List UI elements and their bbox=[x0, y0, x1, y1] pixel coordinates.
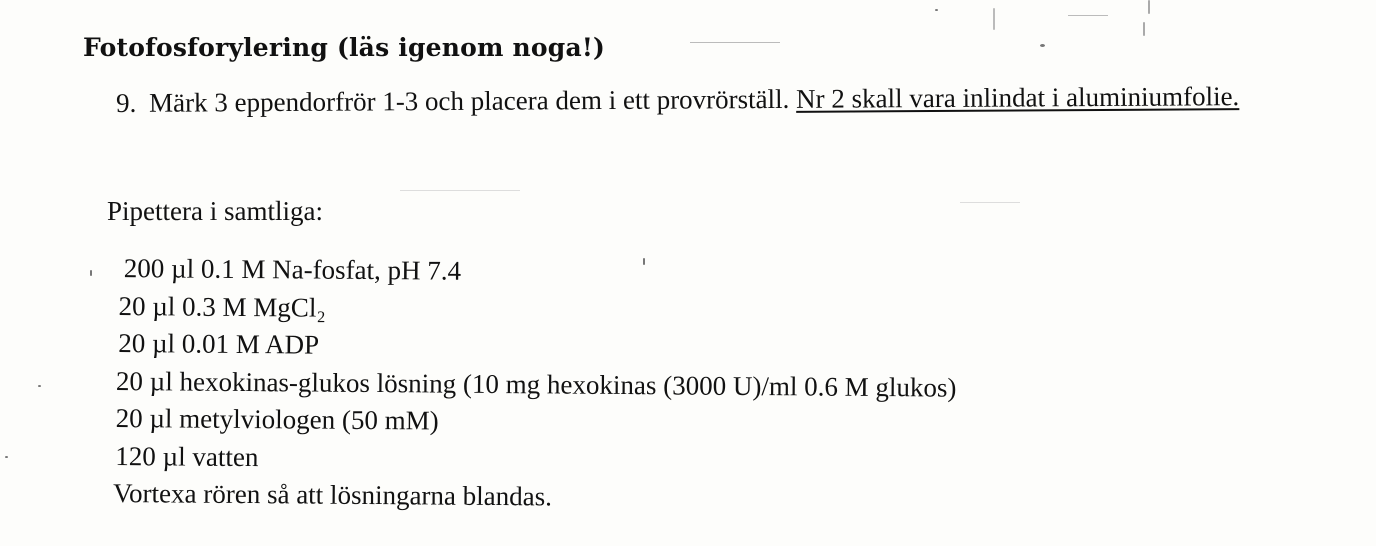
scan-line bbox=[400, 190, 520, 191]
scan-line bbox=[960, 202, 1020, 203]
scan-speck bbox=[5, 456, 8, 458]
section-heading: Fotofosforylering (läs igenom noga!) bbox=[83, 33, 606, 62]
step-underlined-note: Nr 2 skall vara inlindat i aluminiumfolie. bbox=[796, 81, 1240, 114]
recipe-line-mgcl2: 20 µl 0.3 M MgCl₂ bbox=[118, 290, 326, 323]
recipe-line-vortexa: Vortexa rören så att lösningarna blandas. bbox=[112, 477, 553, 512]
scan-line bbox=[1068, 15, 1108, 16]
scan-speck bbox=[935, 9, 938, 11]
scan-speck bbox=[993, 8, 995, 30]
scan-speck bbox=[90, 270, 92, 276]
recipe-line-adp: 20 µl 0.01 M ADP bbox=[118, 328, 320, 360]
step-number: 9. bbox=[116, 87, 137, 118]
recipe-line-vatten: 120 µl vatten bbox=[115, 440, 259, 472]
pipette-intro: Pipettera i samtliga: bbox=[107, 196, 323, 226]
scan-speck bbox=[1148, 0, 1150, 14]
scan-speck bbox=[1143, 22, 1145, 36]
recipe-line-metylviologen: 20 µl metylviologen (50 mM) bbox=[115, 403, 439, 436]
step-instruction: Märk 3 eppendorfrör 1-3 och placera dem i ett provrörställ. bbox=[149, 83, 797, 118]
recipe-list bbox=[113, 250, 958, 519]
scan-speck bbox=[643, 258, 645, 265]
scan-line bbox=[690, 42, 780, 43]
step-9 bbox=[116, 79, 1256, 120]
scan-speck bbox=[38, 385, 41, 387]
step-text bbox=[149, 79, 1256, 120]
recipe-line-na-fosfat: 200 µl 0.1 M Na-fosfat, pH 7.4 bbox=[123, 253, 462, 286]
scan-speck bbox=[1040, 44, 1045, 47]
recipe-line-hexokinas: 20 µl hexokinas-glukos lösning (10 mg hexokinas (3000 U)/ml 0.6 M glukos) bbox=[115, 365, 957, 403]
